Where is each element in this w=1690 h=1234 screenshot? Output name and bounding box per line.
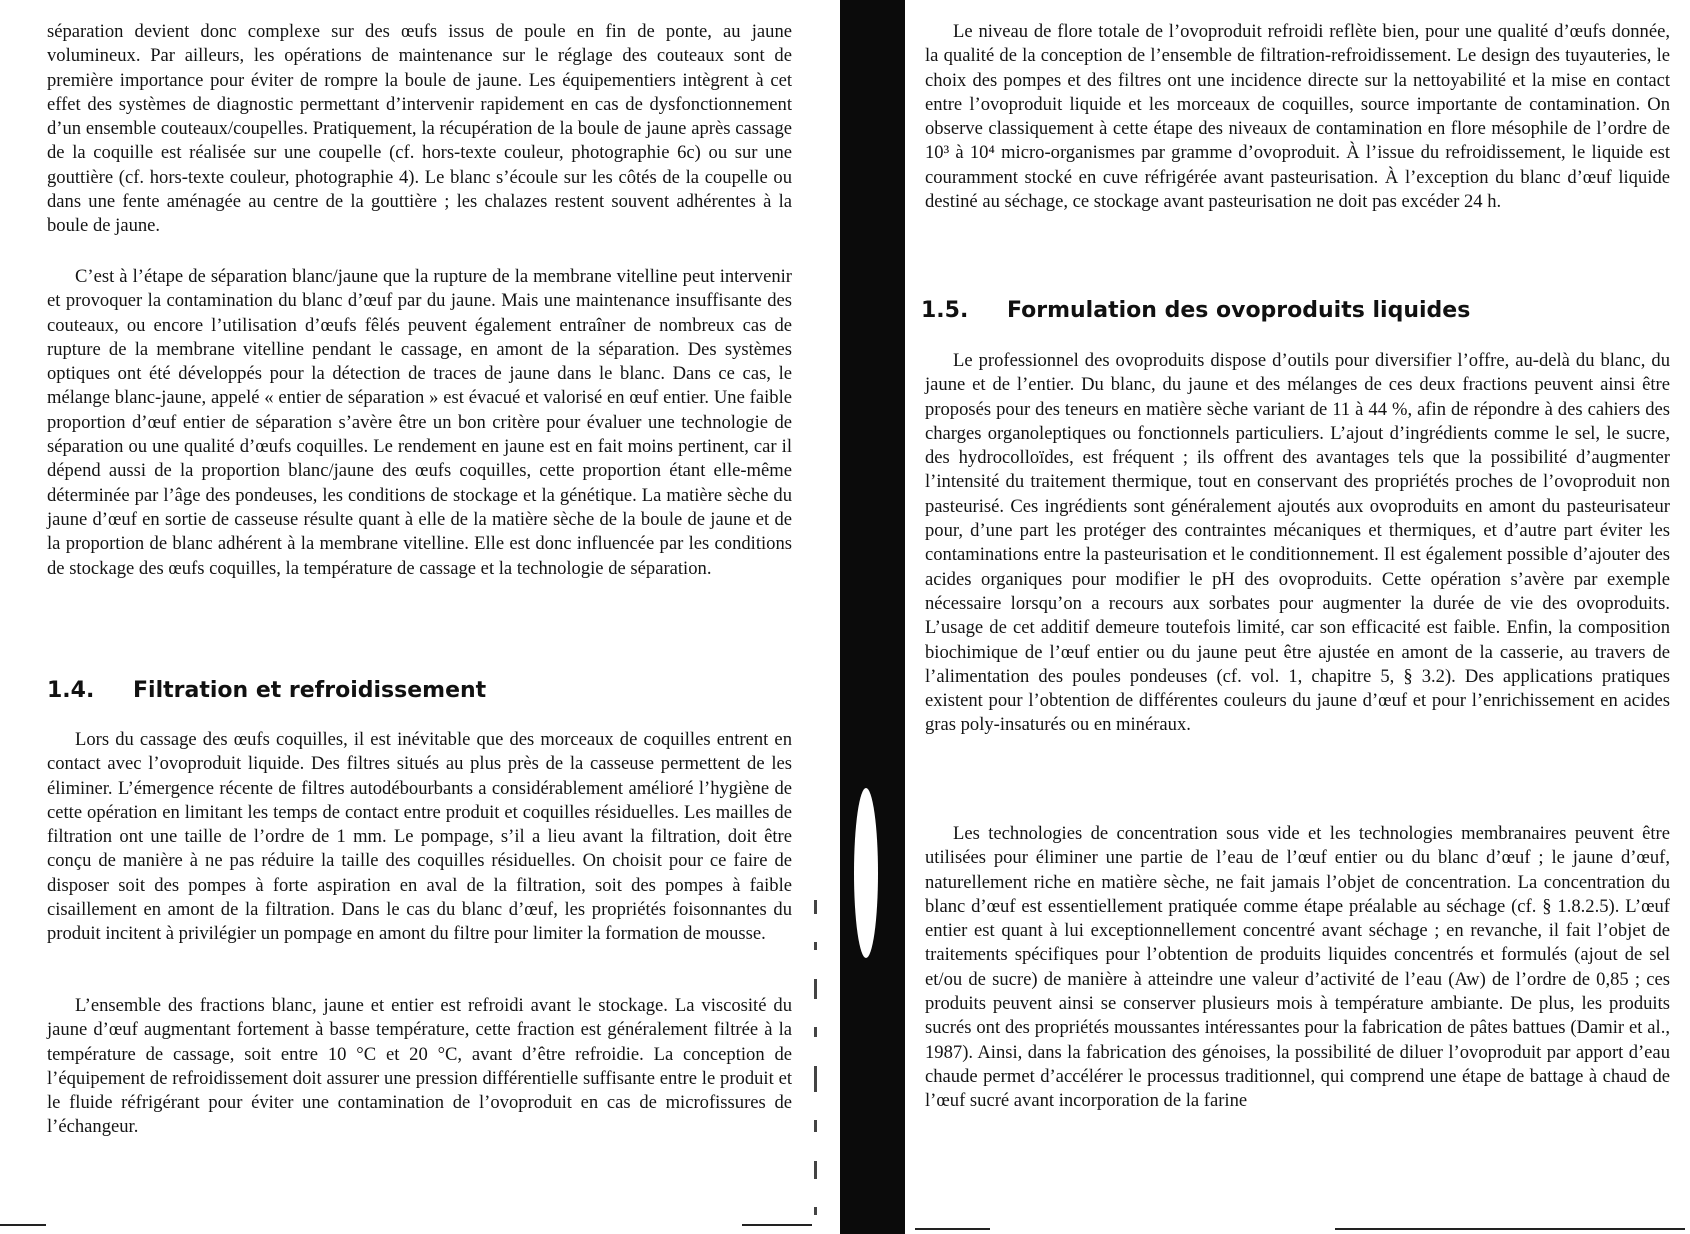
paragraph-refroidissement: L’ensemble des fractions blanc, jaune et entier est refroidi avant le stockage. La viscosité du jaune d’œuf augmentant fortement à basse température, cette fraction est généralement filtrée à la température de cassage, soit entre 10 °C et 20 °C, avant d’être refroidie. La conception de l’équipement de refroidissement doit assurer une pression différentielle suffisante entre le produit et le fluide réfrigérant pour éviter une contamination de l’ovoproduit en cas de microfissures de l’échangeur. — [47, 995, 792, 1138]
gutter-highlight — [854, 788, 878, 958]
bottom-rule-right — [1335, 1228, 1685, 1230]
section-number: 1.4. — [47, 678, 95, 703]
bottom-rule-right — [742, 1224, 812, 1226]
section-heading-1-5 — [921, 298, 1470, 323]
bottom-rule-left — [0, 1224, 46, 1226]
bottom-rule-left — [915, 1228, 990, 1230]
section-number: 1.5. — [921, 298, 969, 323]
paragraph-separation-blanc-jaune: C’est à l’étape de séparation blanc/jaune que la rupture de la membrane vitelline peut intervenir et provoquer la contamination du blanc d’œuf par du jaune. Mais une maintenance insuffisante des couteaux, ou encore l’utilisation d’œufs fêlés peuvent également entraîner de nombreux cas de rupture de la membrane vitelline pendant le cassage, en amont de la séparation. Des systèmes optiques ont été développés pour la détection de traces de jaune dans le blanc. Dans ce cas, le mélange blanc-jaune, appelé « entier de séparation » est évacué et valorisé en œuf entier. Une faible proportion d’œuf entier de séparation s’avère être un bon critère pour évaluer une technologie de séparation ou une qualité d’œufs coquilles. Le rendement en jaune est en fait moins pertinent, car il dépend aussi de la proportion blanc/jaune des œufs coquilles, cette proportion étant elle-même déterminée par l’âge des pondeuses, les conditions de stockage et la génétique. La matière sèche du jaune d’œuf en sortie de casseuse résulte quant à elle de la matière sèche de la boule de jaune et de la proportion de blanc adhérent à la membrane vitelline. Elle est donc influencée par les conditions de stockage des œufs coquilles, la température de cassage et la technologie de séparation. — [47, 266, 792, 579]
paragraph-flore-totale: Le niveau de flore totale de l’ovoproduit refroidi reflète bien, pour une qualité d’œufs donnée, la qualité de la conception de l’ensemble de filtration-refroidissement. Le design des tuyauteries, le choix des pompes et des filtres ont une incidence directe sur la nettoyabilité et la mise en contact entre l’ovoproduit liquide et les morceaux de coquilles, source importante de contamination. On observe classiquement à cette étape des niveaux de contamination en flore mésophile de l’ordre de 10³ à 10⁴ micro-organismes par gramme d’ovoproduit. À l’issue du refroidissement, le liquide est couramment stocké en cuve réfrigérée avant pasteurisation. À l’exception du blanc d’œuf liquide destiné au séchage, ce stockage avant pasteurisation ne doit pas excéder 24 h. — [925, 21, 1670, 213]
section-title: Filtration et refroidissement — [133, 678, 487, 703]
book-gutter — [840, 0, 905, 1234]
section-title: Formulation des ovoproduits liquides — [1007, 298, 1471, 323]
paragraph-filtration: Lors du cassage des œufs coquilles, il est inévitable que des morceaux de coquilles entrent en contact avec l’ovoproduit liquide. Des filtres situés au plus près de la casseuse permettent de les éliminer. L’émergence récente de filtres autodébourbants a considérablement amélioré l’hygiène de cette opération en limitant les temps de contact entre produit et coquilles résiduelles. Les mailles de filtration ont une taille de l’ordre de 1 mm. Le pompage, s’il a lieu avant la filtration, doit être conçu de manière à ne pas réduire la taille des coquilles résiduelles. On choisit pour ce faire de disposer soit des pompes à forte aspiration en aval de la filtration, soit des pompes à faible cisaillement en amont de la filtration. Dans le cas du blanc d’œuf, les propriétés foisonnantes du produit incitent à privilégier un pompage en amont du filtre pour limiter la formation de mousse. — [47, 729, 792, 945]
paragraph-separation-continuation: séparation devient donc complexe sur des œufs issus de poule en fin de ponte, au jaune volumineux. Par ailleurs, les opérations de maintenance sur le réglage des couteaux sont de première importance pour éviter de rompre la boule de jaune. Les équipementiers intègrent à cet effet des systèmes de diagnostic permettant d’intervenir rapidement en cas de dysfonctionnement d’un ensemble couteaux/coupelles. Pratiquement, la récupération de la boule de jaune après cassage de la coquille est réalisée sur une coupelle (cf. hors-texte couleur, photographie 6c) ou sur une gouttière (cf. hors-texte couleur, photographie 4). Le blanc s’écoule sur les côtés de la coupelle ou dans une fente aménagée au centre de la gouttière ; les chalazes restent souvent adhérentes à la boule de jaune. — [47, 21, 792, 237]
section-heading-1-4 — [47, 678, 486, 703]
right-page — [905, 0, 1690, 1234]
left-page — [0, 0, 840, 1234]
paragraph-formulation: Le professionnel des ovoproduits dispose d’outils pour diversifier l’offre, au-delà du blanc, du jaune et de l’entier. Du blanc, du jaune et des mélanges de ces deux fractions peuvent ainsi être proposés pour des teneurs en matière sèche variant de 11 à 44 %, afin de répondre à des cahiers des charges organoleptiques ou fonctionnels particuliers. L’ajout d’ingrédients comme le sel, le sucre, des hydrocolloïdes, est fréquent ; ils offrent des avantages tels que la possibilité d’augmenter l’intensité du traitement thermique, tout en conservant des propriétés proches de l’ovoproduit non pasteurisé. Ces ingrédients sont généralement ajoutés aux ovoproduits en amont du pasteurisateur pour, d’une part les protéger des contraintes mécaniques et thermiques, et d’autre part éviter les contaminations entre la pasteurisation et le conditionnement. Il est également possible d’ajouter des acides organiques pour modifier le pH des ovoproduits. Cette opération s’avère par exemple nécessaire lorsqu’on a recours aux sorbates pour augmenter la durée de vie des ovoproduits. L’usage de cet additif demeure toutefois limité, car son efficacité est faible. Enfin, la composition biochimique de l’œuf entier ou du jaune peut être ajustée en amont de la casserie, au travers de l’alimentation des poules pondeuses (cf. vol. 1, chapitre 5, § 3.2). Des applications pratiques existent pour l’obtention de différentes couleurs du jaune d’œuf et pour l’enrichissement en acides gras poly-insaturés ou en minéraux. — [925, 350, 1670, 736]
paragraph-concentration: Les technologies de concentration sous vide et les technologies membranaires peuvent être utilisées pour éliminer une partie de l’eau de l’œuf entier ou du blanc d’œuf ; le jaune d’œuf, naturellement riche en matière sèche, ne fait jamais l’objet de concentration. La concentration du blanc d’œuf est essentiellement pratiquée comme étape préalable au séchage (cf. § 1.8.2.5). L’œuf entier est quant à lui exceptionnellement concentré avant séchage ; en revanche, il fait l’objet de traitements spécifiques pour l’obtention de produits liquides concentrés et formulés (ajout de sel et/ou de sucre) de manière à atteindre une valeur d’activité de l’eau (Aw) de l’ordre de 0,85 ; ces produits peuvent ainsi se conserver plusieurs mois à température ambiante. De plus, les produits sucrés ont des propriétés moussantes intéressantes pour la fabrication de pâtes battues (Damir et al., 1987). Ainsi, dans la fabrication des génoises, la possibilité de diluer l’ovoproduit par apport d’eau chaude permet d’accélérer le processus traditionnel, qui comprend une étape de battage à chaud de l’œuf sucré avant incorporation de la farine — [925, 823, 1670, 1112]
margin-scan-marks — [808, 900, 822, 1215]
